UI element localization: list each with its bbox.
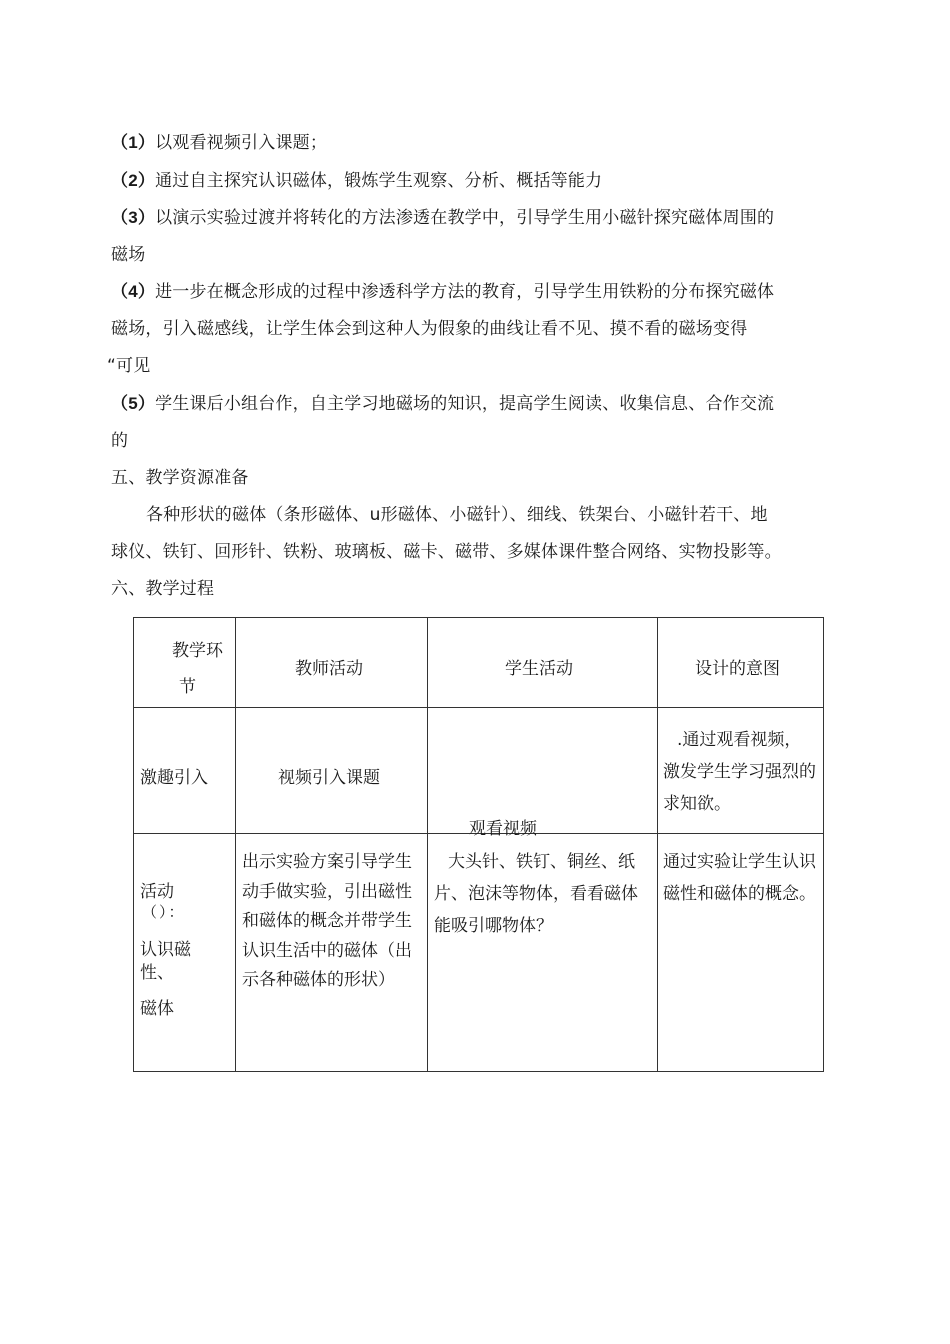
stage-cell: [134, 708, 236, 834]
stage-label: 认识磁: [140, 940, 191, 960]
section-heading: 六、教学过程: [111, 579, 215, 599]
objective-2: [111, 166, 602, 191]
objective-3-continuation: 磁场: [111, 245, 146, 265]
objective-number: （1）: [111, 133, 156, 152]
stage-cell: [134, 834, 236, 1072]
teaching-process-table: [133, 617, 824, 1072]
objective-text: 学生课后小组台作，自主学习地磁场的知识，提高学生阅读、收集信息、合作交流: [155, 394, 775, 414]
stage-label: 激趣引入: [140, 768, 208, 788]
header-cell-teacher: [236, 618, 428, 708]
resource-paragraph: 球仪、铁钉、回形针、铁粉、玻璃板、磁卡、磁带、多媒体课件整合网络、实物投影等。: [111, 542, 782, 562]
table-row: [134, 708, 824, 834]
objective-5-continuation: 的: [111, 431, 129, 451]
objective-4-continuation: 磁场，引入磁感线，让学生体会到这种人为假象的曲线让看不见、摸不看的磁场变得: [111, 319, 748, 339]
objective-1: [111, 128, 327, 153]
intent-cell: [658, 834, 824, 1072]
objective-3: [111, 203, 774, 228]
objective-text: 进一步在概念形成的过程中渗透科学方法的教育，引导学生用铁粉的分布探究磁体: [155, 282, 775, 302]
stage-label: （）：: [142, 903, 186, 921]
table-row: [134, 834, 824, 1072]
header-label: 设计的意图: [695, 659, 780, 679]
objective-number: （2）: [111, 171, 156, 190]
teacher-cell: [236, 834, 428, 1072]
resource-paragraph: 各种形状的磁体（条形磁体、u形磁体、小磁针）、细线、铁架台、小磁针若干、地: [146, 505, 768, 525]
objective-text: 以演示实验过渡并将转化的方法渗透在教学中，引导学生用小磁针探究磁体周围的: [155, 208, 775, 228]
header-label: 节: [179, 677, 196, 697]
stage-label: 磁体: [140, 999, 174, 1019]
objective-text: 通过自主探究认识磁体，锻炼学生观察、分析、概括等能力: [155, 171, 603, 191]
header-label: 教师活动: [295, 659, 363, 679]
objective-number: （3）: [111, 208, 156, 227]
header-cell-student: [428, 618, 658, 708]
student-activity: 大头针、铁钉、铜丝、纸片、泡沫等物体，看看磁体能吸引哪物体？: [434, 852, 638, 936]
stage-label: 活动: [140, 882, 174, 902]
objective-4: [111, 277, 774, 302]
teacher-cell: [236, 708, 428, 834]
header-label: 学生活动: [505, 659, 573, 679]
objective-4-continuation: “可见: [107, 356, 151, 376]
design-intent: 通过实验让学生认识磁性和磁体的概念。: [663, 852, 816, 904]
table-header-row: [134, 618, 824, 708]
student-activity: 观看视频: [469, 819, 537, 839]
student-cell: [428, 708, 658, 839]
header-cell-intent: [658, 618, 824, 708]
section-heading: 五、教学资源准备: [111, 468, 249, 488]
student-cell: [428, 834, 658, 1072]
objective-number: （5）: [111, 394, 156, 413]
design-intent: .通过观看视频，激发学生学习强烈的求知欲。: [663, 730, 816, 814]
header-cell-stage: [134, 618, 236, 708]
stage-label: 性、: [140, 963, 174, 983]
objective-text: 以观看视频引入课题；: [155, 133, 328, 153]
header-label: 教学环: [172, 641, 223, 661]
teacher-activity: 出示实验方案引导学生动手做实验，引出磁性和磁体的概念并带学生认识生活中的磁体（出示各种磁体的形状）: [242, 852, 412, 990]
intent-cell: [658, 708, 824, 834]
objective-5: [111, 389, 774, 414]
teacher-activity: 视频引入课题: [278, 768, 380, 788]
objective-number: （4）: [111, 282, 156, 301]
